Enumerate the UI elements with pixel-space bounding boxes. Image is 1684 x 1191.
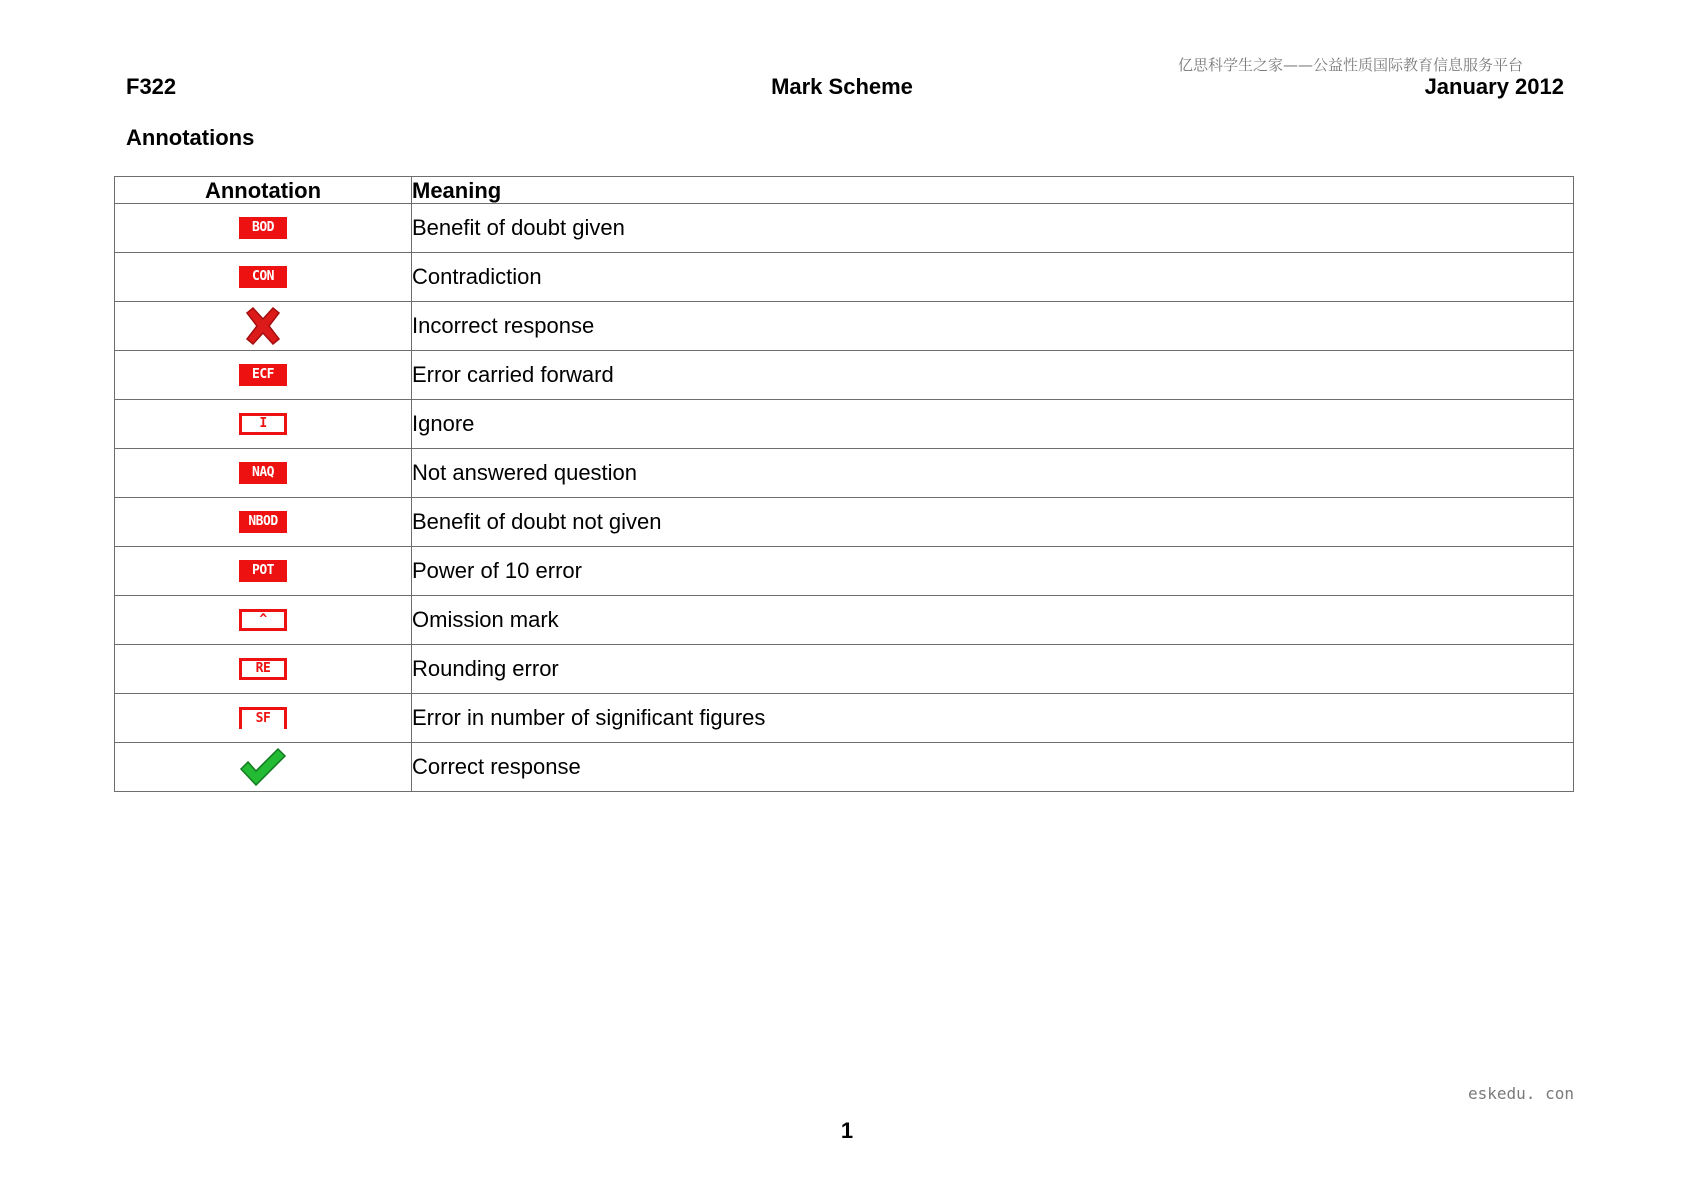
nbod-stamp-icon: NBOD bbox=[239, 511, 287, 533]
re-stamp-icon: RE bbox=[239, 658, 287, 680]
bod-stamp-icon: BOD bbox=[239, 217, 287, 239]
table-row bbox=[115, 400, 1574, 449]
site-watermark: eskedu. con bbox=[1468, 1084, 1574, 1103]
meaning-cell: Power of 10 error bbox=[412, 547, 1574, 596]
column-header-meaning: Meaning bbox=[412, 177, 1574, 204]
ignore-stamp-icon: I bbox=[239, 413, 287, 435]
meaning-cell: Benefit of doubt given bbox=[412, 204, 1574, 253]
table-row bbox=[115, 498, 1574, 547]
table-row bbox=[115, 596, 1574, 645]
document-title: Mark Scheme bbox=[771, 74, 913, 99]
meaning-cell: Not answered question bbox=[412, 449, 1574, 498]
meaning-cell: Contradiction bbox=[412, 253, 1574, 302]
ecf-stamp-icon: ECF bbox=[239, 364, 287, 386]
con-stamp-icon: CON bbox=[239, 266, 287, 288]
meaning-cell: Incorrect response bbox=[412, 302, 1574, 351]
table-row bbox=[115, 547, 1574, 596]
table-row bbox=[115, 694, 1574, 743]
table-row bbox=[115, 449, 1574, 498]
section-title: Annotations bbox=[126, 125, 255, 150]
pot-stamp-icon: POT bbox=[239, 560, 287, 582]
meaning-cell: Ignore bbox=[412, 400, 1574, 449]
annotations-table bbox=[114, 176, 1574, 792]
meaning-cell: Correct response bbox=[412, 743, 1574, 792]
page-number: 1 bbox=[840, 1118, 854, 1143]
table-row bbox=[115, 253, 1574, 302]
naq-stamp-icon: NAQ bbox=[239, 462, 287, 484]
table-row bbox=[115, 645, 1574, 694]
table-row bbox=[115, 351, 1574, 400]
table-row bbox=[115, 302, 1574, 351]
cross-icon bbox=[243, 307, 283, 345]
meaning-cell: Benefit of doubt not given bbox=[412, 498, 1574, 547]
table-header-row bbox=[115, 177, 1574, 204]
meaning-cell: Omission mark bbox=[412, 596, 1574, 645]
column-header-annotation: Annotation bbox=[115, 177, 412, 204]
watermark-text: 亿思科学生之家——公益性质国际教育信息服务平台 bbox=[1178, 56, 1524, 74]
meaning-cell: Error in number of significant figures bbox=[412, 694, 1574, 743]
meaning-cell: Rounding error bbox=[412, 645, 1574, 694]
meaning-cell: Error carried forward bbox=[412, 351, 1574, 400]
tick-icon bbox=[239, 747, 287, 787]
sf-stamp-icon: SF bbox=[239, 707, 287, 729]
table-row bbox=[115, 204, 1574, 253]
exam-session: January 2012 bbox=[1424, 74, 1564, 99]
paper-code: F322 bbox=[126, 74, 177, 99]
omission-caret-icon: ^ bbox=[239, 609, 287, 631]
table-row bbox=[115, 743, 1574, 792]
